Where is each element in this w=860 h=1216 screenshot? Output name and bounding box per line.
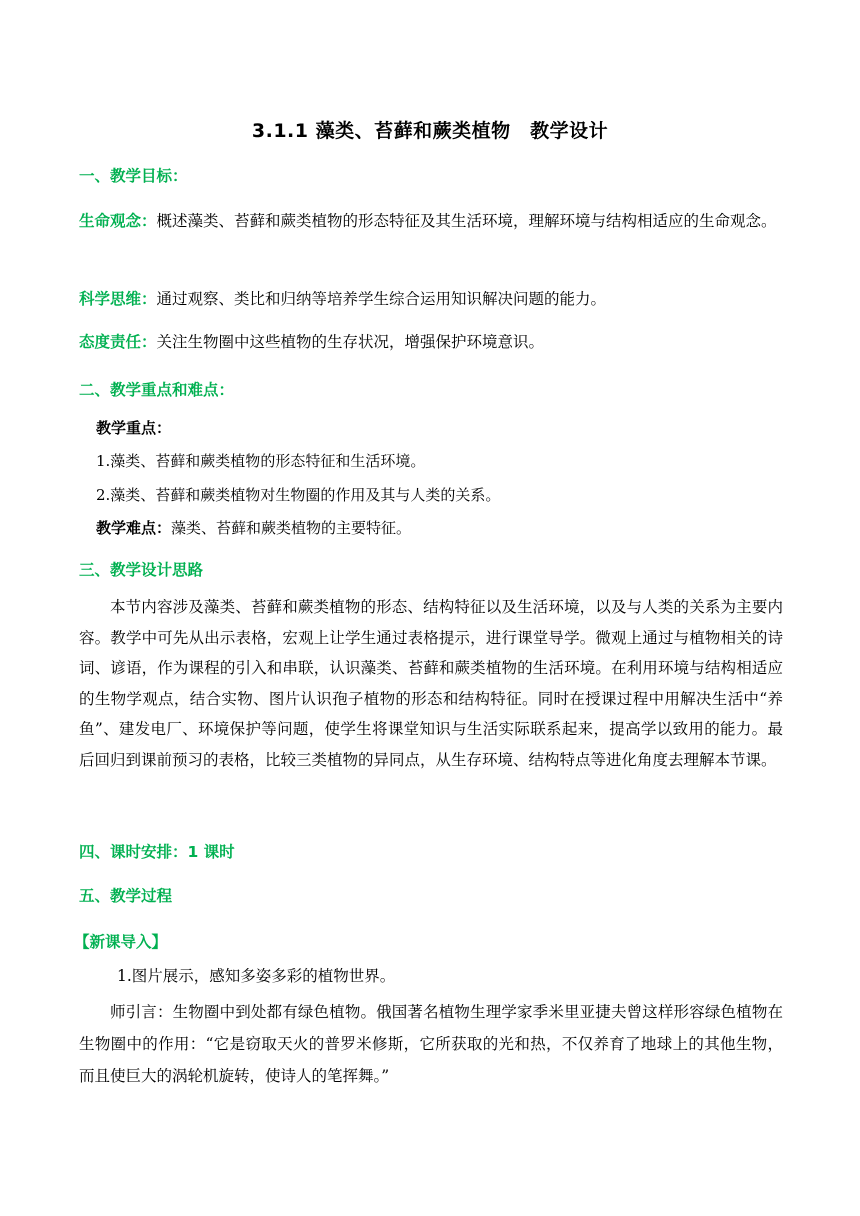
objective-attitude [79, 327, 783, 357]
teacher-quote-paragraph: 师引言：生物圈中到处都有绿色植物。俄国著名植物生理学家季米里亚捷夫曾这样形容绿色植物在生物圈中的作用：“它是窃取天火的普罗米修斯，它所获取的光和热，不仅养育了地球上的其他生物，而且使巨大的涡轮机旋转，使诗人的笔挥舞。” [79, 1003, 783, 1085]
objective-text: 关注生物圈中这些植物的生存状况，增强保护环境意识。 [156, 333, 545, 351]
section-heading-objectives: 一、教学目标： [79, 167, 188, 185]
section-heading-design-ideas: 三、教学设计思路 [79, 561, 204, 579]
key-point-item: 1.藻类、苔藓和蕨类植物的形态特征和生活环境。 [96, 452, 426, 470]
section-heading-key-points: 二、教学重点和难点： [79, 381, 235, 399]
objective-text: 通过观察、类比和归纳等培养学生综合运用知识解决问题的能力。 [156, 290, 607, 308]
document-title: 3.1.1 藻类、苔藓和蕨类植物 教学设计 [251, 120, 609, 142]
objective-label: 科学思维： [79, 290, 157, 308]
difficult-point-text: 藻类、苔藓和蕨类植物的主要特征。 [171, 519, 412, 537]
objective-scientific-thinking [79, 284, 783, 314]
section-heading-schedule: 四、课时安排：1 课时 [79, 843, 235, 861]
key-points-label: 教学重点： [96, 419, 172, 437]
difficult-point-label: 教学难点： [96, 519, 172, 537]
difficult-point [96, 517, 411, 538]
new-lesson-intro-label: 【新课导入】 [74, 933, 168, 951]
section-heading-process: 五、教学过程 [79, 887, 173, 905]
objective-life-concept [79, 206, 783, 236]
objective-label: 生命观念： [79, 212, 157, 230]
process-item: 1.图片展示，感知多姿多彩的植物世界。 [117, 967, 396, 985]
design-ideas-paragraph: 本节内容涉及藻类、苔藓和蕨类植物的形态、结构特征以及生活环境，以及与人类的关系为主要内容。教学中可先从出示表格，宏观上让学生通过表格提示，进行课堂导学。微观上通过与植物相关的诗词、谚语，作为课程的引入和串联，认识藻类、苔藓和蕨类植物的生活环境。在利用环境与结构相适应的生物学观点，结合实物、图片认识孢子植物的形态和结构特征。同时在授课过程中用解决生活中“养鱼”、建发电厂、环境保护等问题，使学生将课堂知识与生活实际联系起来，提高学以致用的能力。最后回归到课前预习的表格，比较三类植物的异同点，从生存环境、结构特点等进化角度去理解本节课。 [79, 598, 783, 769]
key-point-item: 2.藻类、苔藓和蕨类植物对生物圈的作用及其与人类的关系。 [96, 486, 501, 504]
objective-label: 态度责任： [79, 333, 157, 351]
objective-text: 概述藻类、苔藓和蕨类植物的形态特征及其生活环境，理解环境与结构相适应的生命观念。 [156, 212, 777, 230]
